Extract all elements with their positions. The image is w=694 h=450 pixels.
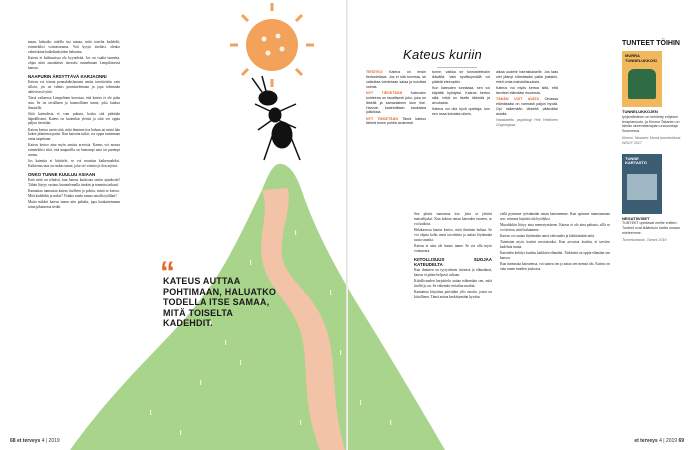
right-column-3 (496, 70, 558, 185)
note-lead: TIESITKÖ (366, 70, 383, 74)
magazine-name: et terveys (634, 438, 658, 444)
page-number: 69 (678, 438, 684, 444)
article-headline: Kateus kuriin (403, 47, 483, 62)
issue: 4 | 2019 (659, 438, 678, 444)
body-paragraph: Jos kateutta ei käsittele, se voi muuttua katkeruudeksi. Katkeruus taas on raskas tunne, joka vie voimia ja ilon arjesta. (28, 159, 120, 169)
subheading: ONKO TUNNE KUULUU ASIAAN (28, 172, 96, 178)
book-text: TUNTEET opettavat meille enitten. Tunteet ovat ikäänkuin kartta omaan mieleemme. (622, 221, 680, 235)
note-lead: NYT TIEDETÄÄN (366, 116, 398, 121)
ant (252, 76, 300, 160)
note-lead: TÄHÄN VOIT AVATA (496, 96, 540, 101)
right-column-1 (366, 70, 426, 185)
body-paragraph: Kannattaa kirjoittaa päivittäin ylös asioita, joista on kiitollinen. Tämä auttaa keskittymään hyvään. (414, 290, 492, 299)
subheading: KIITOLLISUUS SUOJAA KATEUDELTA (414, 256, 492, 267)
body-paragraph: Kun kateuden tunnistaa, sen voi käyttää hyödyksi. Kateus kertoo siitä, mikä on itselle tärkeää ja arvokasta. (432, 85, 490, 105)
book-title: TUNNE KARTASTO (625, 155, 647, 166)
right-page-footer (634, 438, 684, 444)
body-paragraph: Entä mitä on tehtävä, kun kateus kurkistaa omiin ajatuksiin? Tähän löytyy vastaus kuuntelemalla itseään ja tunnetta tarkasti. (28, 178, 120, 188)
book-title: MURRA TUNNELUKKOSI (625, 53, 657, 63)
quote-mark: “ (160, 256, 175, 289)
page-number: 68 (10, 438, 16, 444)
pull-quote: KATEUS AUTTAA POHTIMAAN, HALUATKO TODELLA ITSE SAMAA, MITÄ TOISELTA KADEHDIT. (163, 276, 277, 328)
body-paragraph: Siitä kateudesta ei vain puhuta, koska sitä pidetään häpeällisenä. Kateus on kuitenkin yleistä ja siitä voi oppia paljon itsestään. (28, 111, 120, 126)
body-paragraph: Kun tunnustaa kateutensa, voi tuntea sen ja antaa sen mennä ohi. Kateus on vain tunne muiden joukossa. (500, 262, 610, 271)
book-credit: Kimmo Takanen: Murra tunnelukkosi. WSOY 2017 (622, 135, 682, 145)
body-paragraph: tunne, vaikka se tunnusteleukin ikävältä. Vain hyväksymällä voi päästä eteenpäin. (432, 70, 490, 84)
body-paragraph: Kateus voi olla hyvä opettaja, kun sen osaa kohdata oikein. (432, 106, 490, 116)
body-paragraph: maan, haluatko todella tuo samaa, mitä toiselta kadehdit, esimerkiksi voimavaransa. Voit kysyä itseltäsi, olenko valmiskaan kaikeltatäyttäen haluansa. (28, 40, 120, 54)
sidebar-note: NYT TIEDETÄÄN Tämä kateus tärkeä tunne pohtia avoimesti. (366, 116, 426, 126)
sidebar-heading: TUNTEET TÖIHIN (622, 40, 680, 47)
left-column-1 (28, 40, 120, 428)
body-paragraph: Kiitollisuuden harjoittelu auttaa näkemään sen, mitä itsellä jo on. Se vähentää vertailua muihin. (414, 279, 492, 288)
body-paragraph: Muita mikkei kateus tunnu niin pahalta, jopa kaukaisemman tutun pikatuessa tiedät. (28, 200, 120, 210)
note-lead: NYT TIEDETÄÄN (366, 90, 403, 95)
body-paragraph: Sen pitäisi tunnustaa itse, jotta se jättäisi maistelijaksi. Kun kohtaa oman kateuden tunteen, se voi kaikota. (414, 212, 492, 226)
right-bottom-column-1 (414, 212, 492, 427)
right-column-2 (432, 70, 490, 185)
book-heading: TUNNELUKKOJEN (622, 109, 658, 114)
sidebar-note: TÄHÄN VOIT AVATA Omassa elämässäsi on varmasti paljon hyvää. Opi näkemään tärkeitä pitämääsi asioita. (496, 96, 558, 116)
sun (230, 3, 314, 87)
body-paragraph: Kateus ei aina ole huono tunne. Se voi olla myös voimavara. (414, 243, 492, 253)
page-gutter (346, 0, 348, 450)
body-paragraph: Muodokkin liittyy aina menestymiseen. Kateus ei ole aina pahasta, sillä se voi kertoa, mitä haluamme. (500, 223, 610, 232)
credit: Haastateltu psykologi Heli Hekkinen Ongoingssa. (496, 117, 558, 127)
book-credit: Tunnekartasto, Tammi 2019 (622, 237, 667, 242)
book-sidebar (622, 40, 684, 243)
body-paragraph: Kateus voi toimia ponnahduslautana omiin tavoitteisiin vain silloin, jos on valmis ponnistelemaan ja jopa tekemään aktiivisesti työtä. (28, 79, 120, 94)
subheading: NAAPURIN ÄRSYTTÄVÄ KARJAONNI (28, 73, 107, 79)
body-paragraph: Kannattaa tunnustaa kateus itselleen ja pohtia, mistä se kertoo. Mitä kadehdin ja miksi? Voinko saada samaa omalla työlläni? (28, 189, 120, 199)
body-paragraph: Tässä vaiheessa Lempelinen korostaa, että kateus ei ole paha asia. Se on tavallinen ja luonnollinen tunne, joka kuuluu ihmiselle. (28, 95, 120, 110)
right-bottom-column-2 (500, 212, 610, 427)
book-heading: NEGATIIVISET (622, 215, 650, 221)
body-paragraph: Kateuden kehitys kuuluu kaikkien elämään. Tärkeintä on oppia elämään sen kanssa. (500, 251, 610, 260)
left-page-footer (10, 438, 60, 444)
sidebar-note: NYT TIEDETÄÄN Kateuden kohteena on tavallisesti joku, joka on lähellä ja samanlainen kuin itse. Harvoin kadehditaan kaukaisia julkkiksia. (366, 90, 426, 115)
body-paragraph: Tunnistan myös itseäni arvostavaksi. Kun arvostaa itseään, ei tarvitse kadehtia muita. (500, 240, 610, 249)
body-paragraph: Kateus ei kulttuurissa ole kyyneleitä. Jos on vaalia tunnetta, ohjaa niitä omanlaiset itsessäsi tunnelmaan Lempiläisessä kanssa. (28, 55, 120, 70)
book-text: tyhjentäminen on kehitetty erityisen terapiamuoto, ja Kimmo Takanen on tämän skeematerapian uranuurtaja Suomessa. (622, 114, 680, 134)
body-paragraph: Kateus voi auttaa löytämään omat vahvuudet ja kehittämään niitä. (500, 234, 595, 238)
book-cover-1 (622, 51, 662, 107)
body-paragraph: Kateus kertoo usein siitä, mitä ihminen itse haluaa tai mistä hän kokee jääneensä paitsi. Kun kateutta tutkii, voi oppia tuntemaan omia tarpeitaan. (28, 127, 120, 142)
headline-rule (437, 67, 477, 68)
body-paragraph: Kun ihminen on tyytyväinen itseensä ja elämäänsä, kateus ei pääse helposti valtaan. (414, 268, 492, 277)
body-paragraph: aikaa uudelle harrastukselle. Jos taas olet jäänyt elämässäsi paitsi jostakin, mieti omia mahdollisuuksia. (496, 70, 558, 84)
body-paragraph: vielä pyrimme työstämään oman kateutemme. Kun opimme tunnistamaan sen, voimme käyttää sitä hyödyksi. (500, 212, 610, 221)
book-cover-2 (622, 154, 662, 214)
body-paragraph: Kateus voi myös kertoa siitä, että tarvitset elämääsi muutosta. (496, 85, 558, 95)
body-paragraph: Kateus kertoo aina myös omista arvoista. Kateus voi nousta esimerkiksi siitä, että naapurilla on hienompi auto tai parempi asema. (28, 143, 120, 158)
sidebar-note: TIESITKÖ Kateus on ensin tiedostettava. Jos ei sitä tunnista, se vaikuttaa toimintaan salaa ja kuluttaa voimia. (366, 70, 426, 89)
body-paragraph: Helakasessa kateus kertoo, mitä ihminen haluaa. Se voi ohjata kohti omia tavoitteita ja auttaa löytämään uusia suuntia. (414, 227, 492, 242)
magazine-name: et terveys (16, 438, 41, 444)
issue: 4 | 2019 (41, 438, 60, 444)
